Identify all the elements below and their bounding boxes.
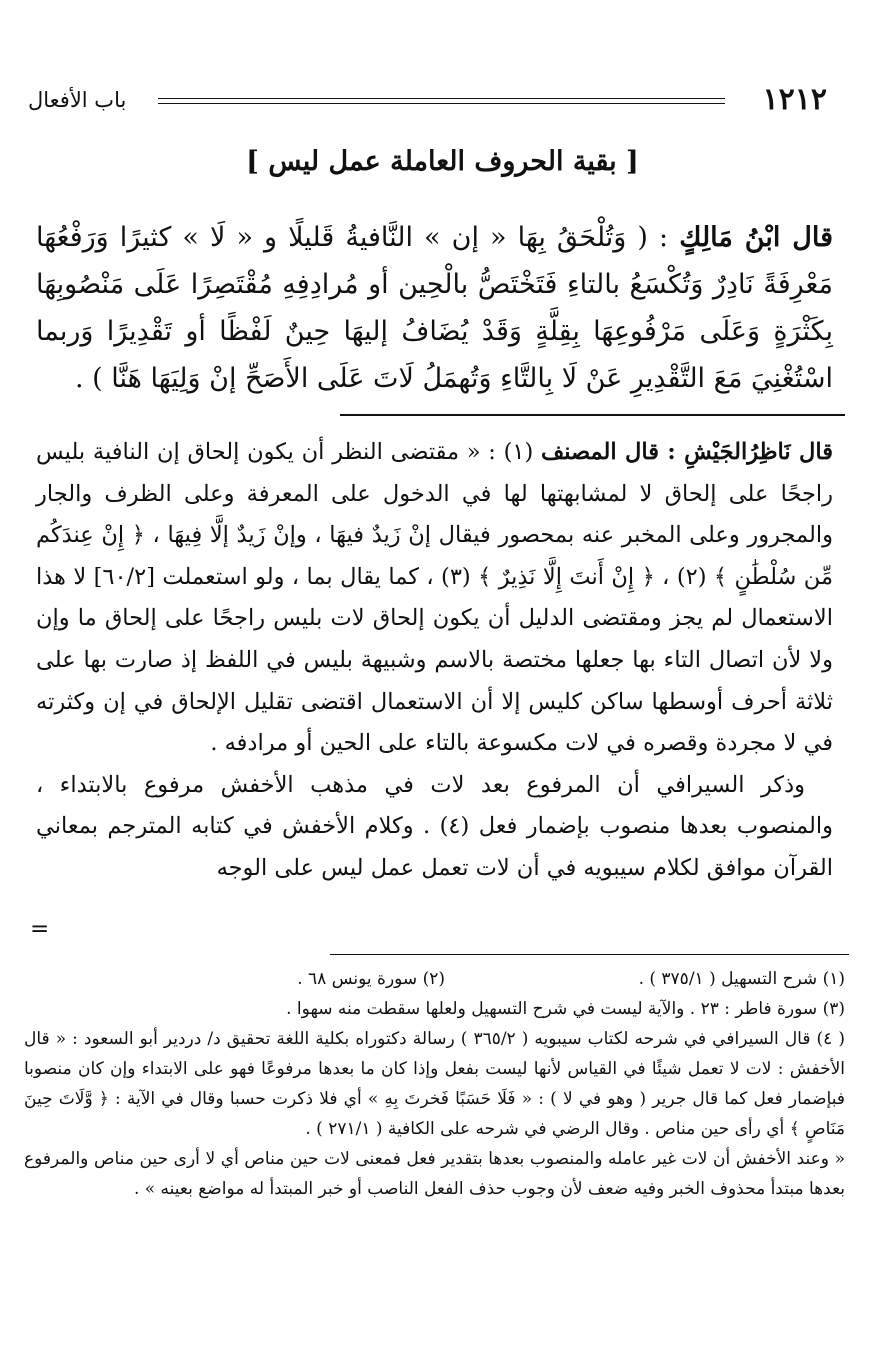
footnote-row-1 bbox=[24, 964, 845, 994]
chapter-title: باب الأفعال bbox=[28, 88, 127, 112]
header-rule bbox=[158, 98, 725, 104]
footnote-rule bbox=[330, 954, 849, 955]
commentary-paragraph-2: وذكر السيرافي أن المرفوع بعد لات في مذهب الأخفش مرفوع بالابتداء ، والمنصوب بعدها منصوب بإضمار فعل (٤) . وكلام الأخفش في كتابه المترجم بمعاني القرآن موافق لكلام سيبويه في أن لات تعمل عمل ليس على الوجه bbox=[36, 771, 833, 881]
matn-divider bbox=[340, 414, 845, 416]
page-number: ١٢١٢ bbox=[762, 82, 827, 117]
commentary-paragraph-1 bbox=[36, 432, 833, 765]
commentary-author: قال نَاظِرُالجَيْشِ bbox=[684, 439, 833, 465]
running-header bbox=[28, 80, 827, 120]
commentary bbox=[36, 432, 833, 890]
matn-author: قال ابْنُ مَالِكٍ bbox=[679, 222, 833, 253]
footnote-4: ( ٤) قال السيرافي في شرحه لكتاب سيبويه ( ٣٦٥/٢ ) رسالة دكتوراه بكلية اللغة تحقيق د/ دردير أبو السعود : « قال الأخفش : لات لا تعمل شيئًا في القياس لأنها ليست بفعل وإذا كان ما بعدها مرفوعًا فهو على الابتداء وإن كان منصوبا فبإضمار فعل كما قال جرير ( وهو في لا ) : « فَلَا حَسَبًا فَخرتَ بِهِ » أي فلا ذكرت حسبا وقال في الآية : ﴿ وَّلَاتَ حِينَ مَنَاصٍ ﴾ أي رأى حين مناص . وقال الرضي في شرحه على الكافية ( ٢٧١/١ ) . bbox=[24, 1029, 845, 1139]
commentary-text-1: : « مقتضى النظر أن يكون إلحاق إن النافية بليس راجحًا على إلحاق لا لمشابهتها لها في الدخول على المعرفة وعلى الظرف والجار والمجرور وعلى المخبر عنه بمحصور فيقال إنْ زَيدٌ فيهَا ، وإنْ زَيدٌ إلَّا فِيهَا ، ﴿ إِنْ عِندَكُم مِّن سُلْطَٰنٍ ﴾ (٢) ، ﴿ إِنْ أَنتَ إِلَّا نَذِيرٌ ﴾ (٣) ، كما يقال بما ، ولو استعملت [٦٠/٢] لا هذا الاستعمال لم يجز ومقتضى الدليل أن يكون إلحاق لات بليس راجحًا على إلحاق ما وإن ولا لأن اتصال التاء بها جعلها مختصة بالاسم وشبيهة بليس في اللفظ إذ صارت بها على ثلاثة أحرف أوسطها ساكن كليس إلا أن الاستعمال اقتضى تقليل الإلحاق في إن وكثرته في لا مجردة وقصره في لات مكسوعة بالتاء على الحين أو مرادفه . bbox=[36, 439, 833, 757]
matn-body: : ( وَتُلْحَقُ بِهَا « إن » النَّافيةُ قَليلًا و « لَا » كثيرًا وَرَفْعُهَا مَعْرِفَةً نَادِرٌ وَتُكْسَعُ بالتاءِ فَتَخْتَصُّ بالْحِين أو مُرادِفِهِ مُقْتَصِرًا عَلَى مَنْصُوبِهَا بِكَثْرَةٍ وَعَلَى مَرْفُوعِهَا بِقِلَّةٍ وَقَدْ يُضَافُ إليهَا حِينٌ لَفْظًا أو تَقْدِيرًا وَربما اسْتُغْنِيَ مَعَ التَّقْدِيرِ عَنْ لَا بِالتَّاءِ وَتُهمَلُ لَاتَ عَلَى الأَصَحِّ إنْ وَلِيَهَا هَنَّا ) . bbox=[36, 222, 833, 394]
footnote-ref: (١) bbox=[495, 439, 541, 465]
section-title: [ بقية الحروف العاملة عمل ليس ] bbox=[246, 146, 639, 177]
footnote-3: (٣) سورة فاطر : ٢٣ . والآية ليست في شرح التسهيل ولعلها سقطت منه سهوا . bbox=[286, 999, 845, 1019]
continuation-mark: = bbox=[30, 916, 50, 942]
musannif-label: : قال المصنف bbox=[540, 439, 685, 465]
footnotes bbox=[24, 964, 845, 1204]
footnote-2: (٢) سورة يونس ٦٨ . bbox=[297, 969, 445, 989]
footnote-1: (١) شرح التسهيل ( ٣٧٥/١ ) . bbox=[638, 969, 845, 989]
footnote-4-continued: « وعند الأخفش أن لات غير عامله والمنصوب بعدها بتقدير فعل فمعنى لات حين مناص أي لا أرى حين مناص والمرفوع بعدها مبتدأ محذوف الخبر وفيه ضعف لأن وجوب حذف الفعل الناصب أو خبر المبتدأ له مواضع بعينه » . bbox=[24, 1149, 845, 1199]
matn-text bbox=[36, 214, 833, 402]
